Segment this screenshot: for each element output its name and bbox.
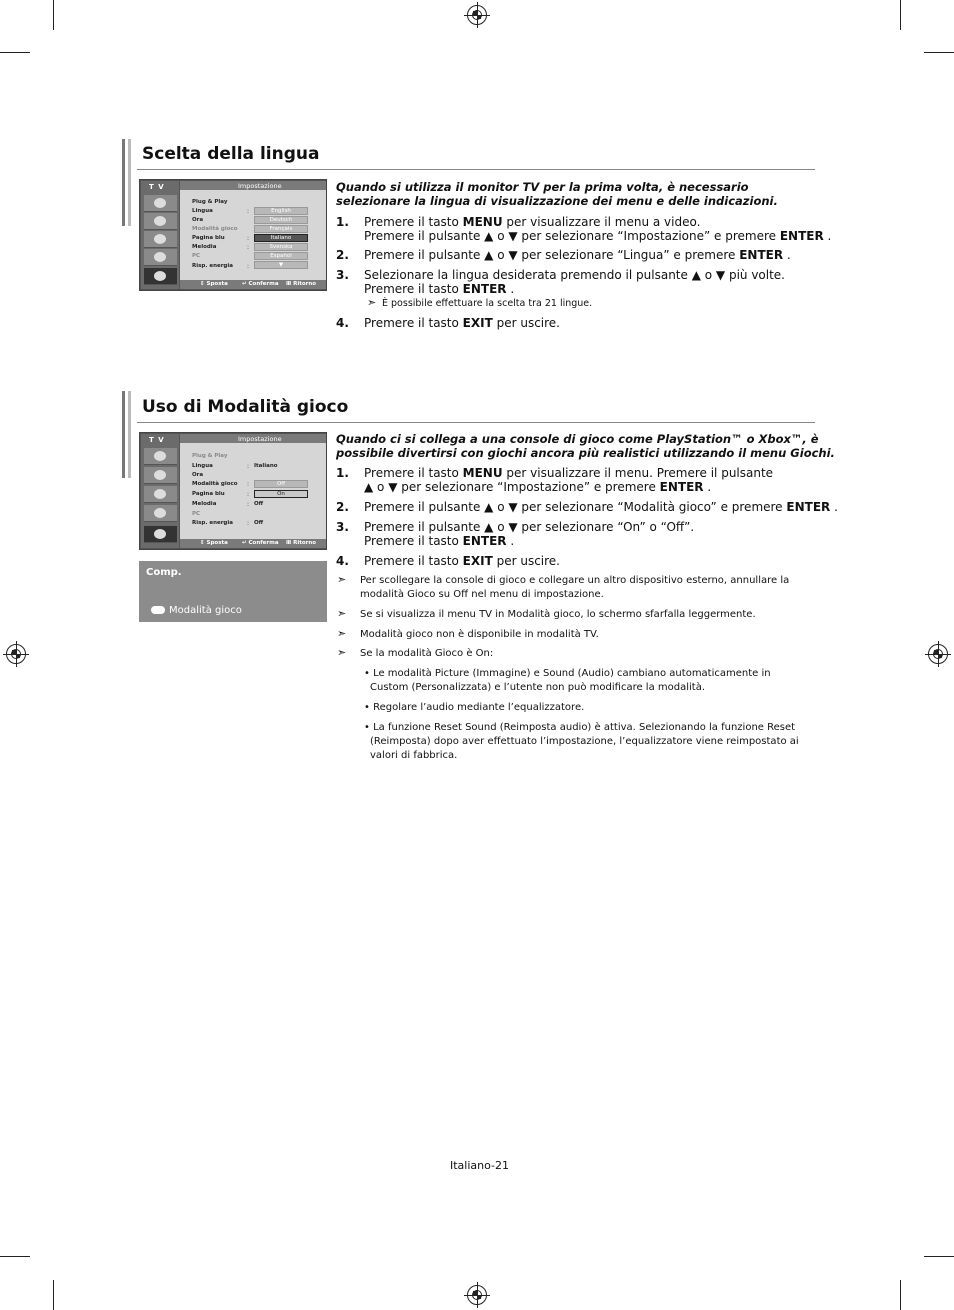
section-bar bbox=[122, 139, 125, 226]
osd-footer-confirm: ↵ Conferma bbox=[242, 281, 279, 287]
osd-menu-item: Pagina blu bbox=[192, 235, 225, 241]
step-number: 4. bbox=[336, 316, 349, 330]
osd-option: Français bbox=[254, 225, 308, 233]
intro-line: Quando si utilizza il monitor TV per la prima volta, è necessario bbox=[336, 180, 749, 194]
osd-channel-icon bbox=[144, 505, 177, 522]
osd-footer-move: ⇕ Sposta bbox=[200, 281, 228, 287]
osd-colon: : bbox=[247, 520, 250, 527]
osd-option: Deutsch bbox=[254, 216, 308, 224]
osd-menu-item: Risp. energia bbox=[192, 263, 233, 269]
step-number: 3. bbox=[336, 268, 349, 282]
osd-footer-return: Ⅲ Ritorno bbox=[286, 281, 317, 287]
osd-menu-item: Melodia bbox=[192, 244, 217, 250]
crop-mark bbox=[0, 1256, 30, 1257]
osd-menu-item: Lingua bbox=[192, 208, 213, 214]
crop-mark bbox=[53, 1280, 54, 1310]
crop-mark bbox=[924, 1256, 954, 1257]
osd-colon: : bbox=[247, 235, 250, 242]
osd-footer bbox=[180, 539, 326, 548]
osd-colon: : bbox=[247, 501, 250, 508]
crop-mark bbox=[900, 1280, 901, 1310]
osd-colon: : bbox=[247, 463, 250, 470]
step-text: Premere il tasto EXIT per uscire. bbox=[364, 554, 560, 568]
step-text: Premere il tasto MENU per visualizzare il menu. Premere il pulsante bbox=[364, 466, 774, 480]
osd-option: Svenska bbox=[254, 243, 308, 251]
step-text: Selezionare la lingua desiderata premendo il pulsante ▲ o ▼ più volte. bbox=[364, 268, 785, 282]
intro-line: possibile divertirsi con giochi ancora più realistici utilizzando il menu Giochi. bbox=[336, 446, 835, 460]
bullet-line: • La funzione Reset Sound (Reimposta audio) è attiva. Selezionando la funzione Reset bbox=[364, 722, 796, 733]
note-line: modalità Gioco su Off nel menu di impostazione. bbox=[360, 589, 604, 600]
osd-sidebar bbox=[141, 434, 179, 548]
note-arrow-icon: ➣ bbox=[337, 646, 347, 659]
registration-mark-icon bbox=[467, 1285, 487, 1305]
osd-option: English bbox=[254, 207, 308, 215]
crop-mark bbox=[53, 0, 54, 30]
section-title: Scelta della lingua bbox=[142, 144, 320, 164]
step-text: Premere il tasto ENTER . bbox=[364, 534, 515, 548]
osd-picture-icon bbox=[144, 467, 177, 484]
note-text bbox=[360, 574, 789, 602]
osd-option: Off bbox=[254, 480, 308, 488]
osd-footer-confirm: ↵ Conferma bbox=[242, 540, 279, 546]
osd-colon: : bbox=[247, 481, 250, 488]
intro-line: selezionare la lingua di visualizzazione dei menu e delle indicazioni. bbox=[336, 194, 778, 208]
step-text: Premere il pulsante ▲ o ▼ per selezionare “Modalità gioco” e premere ENTER . bbox=[364, 500, 838, 514]
osd-colon: : bbox=[247, 244, 250, 251]
comp-game-label: Modalità gioco bbox=[169, 605, 242, 616]
osd-option-more: ▼ bbox=[254, 261, 308, 269]
registration-mark-icon bbox=[6, 644, 26, 664]
osd-menu-item: Melodia bbox=[192, 501, 217, 507]
osd-option-selected: On bbox=[254, 490, 308, 498]
osd-tv-label: T V bbox=[149, 436, 165, 444]
section-rule bbox=[137, 169, 815, 170]
step-note: È possibile effettuare la scelta tra 21 lingue. bbox=[382, 298, 593, 309]
note-text: Se si visualizza il menu TV in Modalità gioco, lo schermo sfarfalla leggermente. bbox=[360, 609, 756, 620]
osd-menu-item: Plug & Play bbox=[192, 453, 228, 459]
osd-menu-item: Modalità gioco bbox=[192, 226, 238, 232]
note-text: Modalità gioco non è disponibile in modalità TV. bbox=[360, 629, 599, 640]
tv-osd-menu bbox=[139, 432, 327, 550]
bullet-item bbox=[364, 667, 771, 695]
tv-osd-menu bbox=[139, 179, 327, 291]
section-bar bbox=[128, 391, 131, 478]
osd-menu-item: Ora bbox=[192, 472, 204, 478]
note-text: Se la modalità Gioco è On: bbox=[360, 648, 494, 659]
intro-text bbox=[336, 180, 778, 208]
section-rule bbox=[137, 422, 815, 423]
osd-colon: : bbox=[247, 491, 250, 498]
registration-mark-icon bbox=[928, 644, 948, 664]
osd-value: Italiano bbox=[254, 463, 278, 469]
osd-main bbox=[180, 181, 326, 289]
registration-mark-icon bbox=[467, 5, 487, 25]
step-text: Premere il tasto MENU per visualizzare il menu a video. bbox=[364, 215, 701, 229]
step-number: 4. bbox=[336, 554, 349, 568]
note-arrow-icon: ➣ bbox=[337, 573, 347, 586]
osd-menu-item: Plug & Play bbox=[192, 199, 228, 205]
osd-menu-item: Ora bbox=[192, 217, 204, 223]
osd-channel-icon bbox=[144, 249, 177, 266]
osd-footer-return: Ⅲ Ritorno bbox=[286, 540, 317, 546]
osd-header bbox=[180, 181, 326, 190]
bullet-line: valori di fabbrica. bbox=[370, 750, 458, 761]
bullet-line: Custom (Personalizzata) e l’utente non può modificare la modalità. bbox=[370, 682, 706, 693]
bullet-item bbox=[364, 721, 799, 763]
osd-option: Español bbox=[254, 252, 308, 260]
bullet-item: • Regolare l’audio mediante l’equalizzatore. bbox=[364, 702, 585, 713]
step-number: 1. bbox=[336, 466, 349, 480]
step-number: 2. bbox=[336, 248, 349, 262]
crop-mark bbox=[924, 52, 954, 53]
osd-header-label: Impostazione bbox=[238, 435, 282, 443]
osd-main bbox=[180, 434, 326, 548]
step-text: Premere il tasto EXIT per uscire. bbox=[364, 316, 560, 330]
section-title: Uso di Modalità gioco bbox=[142, 397, 349, 417]
osd-menu-item: PC bbox=[192, 253, 201, 259]
osd-input-icon bbox=[144, 448, 177, 465]
gamepad-icon bbox=[151, 606, 165, 614]
note-line: Per scollegare la console di gioco e collegare un altro dispositivo esterno, annullare la bbox=[360, 575, 790, 586]
note-arrow-icon: ➣ bbox=[337, 607, 347, 620]
bullet-line: (Reimposta) dopo aver effettuato l’impostazione, l’equalizzatore viene reimpostato ai bbox=[370, 736, 799, 747]
osd-setup-icon bbox=[144, 268, 177, 285]
osd-header-label: Impostazione bbox=[238, 182, 282, 190]
osd-menu-item: Modalità gioco bbox=[192, 481, 238, 487]
osd-setup-icon bbox=[144, 526, 177, 543]
crop-mark bbox=[900, 0, 901, 30]
osd-menu-item: Lingua bbox=[192, 463, 213, 469]
intro-line: Quando ci si collega a una console di gioco come PlayStation™ o Xbox™, è bbox=[336, 432, 819, 446]
step-number: 1. bbox=[336, 215, 349, 229]
osd-option-selected: Italiano bbox=[254, 234, 308, 242]
note-arrow-icon: ➣ bbox=[337, 627, 347, 640]
osd-sidebar bbox=[141, 181, 179, 289]
comp-info-box bbox=[139, 561, 327, 622]
osd-colon: : bbox=[247, 208, 250, 215]
step-text: Premere il pulsante ▲ o ▼ per selezionare “Lingua” e premere ENTER . bbox=[364, 248, 791, 262]
osd-header bbox=[180, 434, 326, 443]
osd-colon: : bbox=[247, 263, 250, 270]
page-number: Italiano-21 bbox=[450, 1159, 510, 1172]
osd-value: Off bbox=[254, 520, 264, 526]
note-arrow-icon: ➣ bbox=[367, 296, 377, 309]
step-number: 3. bbox=[336, 520, 349, 534]
step-text: Premere il pulsante ▲ o ▼ per selezionare “On” o “Off”. bbox=[364, 520, 695, 534]
osd-menu-item: Risp. energia bbox=[192, 520, 233, 526]
step-text: ▲ o ▼ per selezionare “Impostazione” e premere ENTER . bbox=[364, 480, 712, 494]
bullet-line: • Le modalità Picture (Immagine) e Sound (Audio) cambiano automaticamente in bbox=[364, 668, 771, 679]
osd-footer bbox=[180, 280, 326, 289]
section-bar bbox=[122, 391, 125, 478]
osd-tv-label: T V bbox=[149, 183, 165, 191]
intro-text bbox=[336, 432, 835, 460]
osd-menu-item: PC bbox=[192, 511, 201, 517]
section-bar bbox=[128, 139, 131, 226]
step-text: Premere il pulsante ▲ o ▼ per selezionare “Impostazione” e premere ENTER . bbox=[364, 229, 832, 243]
comp-title: Comp. bbox=[146, 567, 182, 578]
step-number: 2. bbox=[336, 500, 349, 514]
osd-footer-move: ⇕ Sposta bbox=[200, 540, 228, 546]
osd-sound-icon bbox=[144, 486, 177, 503]
step-text: Premere il tasto ENTER . bbox=[364, 282, 515, 296]
osd-input-icon bbox=[144, 195, 177, 212]
osd-sound-icon bbox=[144, 231, 177, 248]
osd-value: Off bbox=[254, 501, 264, 507]
crop-mark bbox=[0, 52, 30, 53]
osd-picture-icon bbox=[144, 213, 177, 230]
osd-menu-item: Pagina blu bbox=[192, 491, 225, 497]
